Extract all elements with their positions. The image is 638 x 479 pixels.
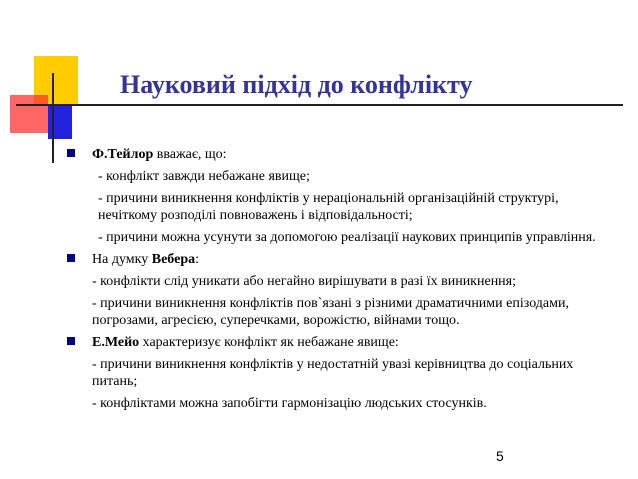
bullet-intro-prefix: На думку: [92, 252, 152, 267]
bullet-square-icon: [67, 254, 75, 262]
decor-horizontal-line: [16, 104, 623, 106]
slide-title: Науковий підхід до конфлікту: [120, 70, 473, 99]
bullet-mayo: [92, 334, 612, 351]
bullet-line: - причини можна усунути за допомогою реалізації наукових принципів управління.: [98, 230, 596, 245]
slide-content: [92, 146, 612, 417]
bullet-line: - конфлікти слід уникати або негайно вирішувати в разі їх виникнення;: [92, 274, 517, 289]
bullet-intro-bold: Е.Мейо: [92, 335, 140, 350]
bullet-intro-text: :: [195, 252, 199, 267]
bullet-line: - причини виникнення конфліктів пов`язані з різними драматичними епізодами, погрозами, агресією, суперечками, ворожістю, війнами тощо.: [92, 296, 569, 328]
decor-vertical-line: [52, 73, 54, 163]
bullet-weber: [92, 251, 612, 268]
bullet-line: - конфлікт завжди небажане явище;: [98, 169, 310, 184]
bullet-square-icon: [67, 337, 75, 345]
bullet-square-icon: [67, 149, 75, 157]
bullet-intro-text: характеризує конфлікт як небажане явище:: [139, 335, 399, 350]
page-number: 5: [496, 448, 504, 464]
bullet-intro-bold: Вебера: [151, 252, 196, 267]
bullet-line: - конфліктами можна запобігти гармонізацію людських стосунків.: [92, 396, 487, 411]
decor-red-square: [10, 95, 48, 133]
bullet-intro-text: вважає, що:: [153, 147, 227, 162]
bullet-taylor: [92, 146, 612, 163]
bullet-line: - причини виникнення конфліктів у нераціональній організаційній структурі, нечіткому розподілі повноважень і відповідальності;: [98, 191, 559, 223]
bullet-intro-bold: Ф.Тейлор: [92, 147, 154, 162]
bullet-line: - причини виникнення конфліктів у недостатній увазі керівництва до соціальних питань;: [92, 357, 574, 389]
